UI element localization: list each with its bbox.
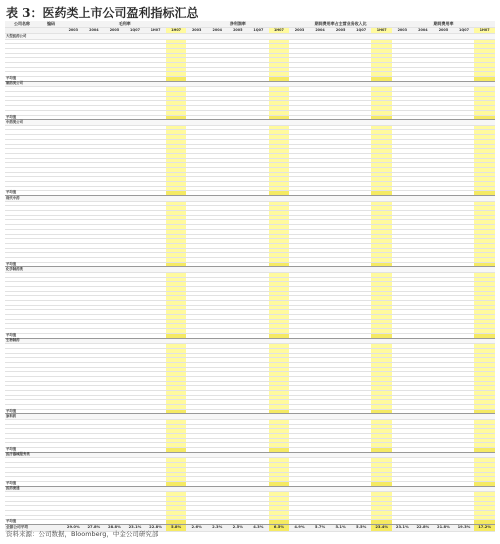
total-value: 22.8% [413,524,434,531]
total-value: 22.8% [145,524,166,531]
page-title: 表 3：医药类上市公司盈利指标汇总 [6,6,199,20]
total-value: 5.8% [166,524,187,531]
table-body [5,34,495,532]
sector-label: 生物制药 [5,338,495,344]
header-year: 2005 [104,28,125,34]
total-value: 2.6% [186,524,207,531]
total-value: 23.1% [125,524,146,531]
sector-label: 中药类公司 [5,120,495,126]
total-value: 21.8% [433,524,454,531]
header-year: 2005 [330,28,351,34]
total-label: 全部公司平均 [5,524,63,531]
average-cell: 平均值 [5,115,39,120]
header-year: 1H07 [166,28,187,34]
sector-label: 原料药 [5,414,495,420]
header-year: 1H07 [371,28,392,34]
total-value: 5.1% [330,524,351,531]
total-value: 29.0% [63,524,84,531]
total-value: 17.2% [474,524,495,531]
sector-label: 化学制药类 [5,267,495,273]
header-year: 1Q07 [125,28,146,34]
header-group-gross: 毛利率 [63,21,186,28]
total-value: 6.5% [269,524,290,531]
average-cell: 平均值 [5,77,39,82]
total-value: 2.5% [228,524,249,531]
total-value: 19.3% [454,524,475,531]
header-year: 2005 [228,28,249,34]
header-year: 2004 [207,28,228,34]
header-year: 1H07 [474,28,495,34]
header-year: 2003 [392,28,413,34]
sector-label: 医疗器械服务类 [5,452,495,458]
header-group-net: 净利润率 [186,21,289,28]
header-year: 1Q07 [248,28,269,34]
total-value: 5.5% [351,524,372,531]
header-year: 2003 [289,28,310,34]
header-year: 2005 [433,28,454,34]
sector-label: 现代中药 [5,196,495,202]
header-year: 2004 [84,28,105,34]
header-year: 2003 [63,28,84,34]
average-cell: 平均值 [5,409,39,414]
header-year: 1H07 [145,28,166,34]
header-year: 1Q07 [351,28,372,34]
total-value: 5.7% [310,524,331,531]
header-group-expense: 期间费用率 [392,21,495,28]
average-cell: 平均值 [5,448,39,453]
average-cell: 平均值 [5,333,39,338]
average-cell: 平均值 [5,262,39,267]
header-year: 2004 [413,28,434,34]
total-value: 28.8% [104,524,125,531]
average-cell: 平均值 [5,191,39,196]
profit-indicators-table [5,21,495,532]
sector-label: 医药流通 [5,486,495,492]
total-value: 4.9% [289,524,310,531]
total-value: 2.3% [207,524,228,531]
header-year: 1Q07 [454,28,475,34]
header-year: 1H07 [269,28,290,34]
total-value: 27.8% [84,524,105,531]
average-cell: 平均值 [5,481,39,486]
sector-label: 大型医药公司 [5,34,495,40]
total-value: 23.4% [371,524,392,531]
total-value: 4.3% [248,524,269,531]
profit-indicators-table-wrap [5,21,495,530]
source-note: 资料来源：公司数据，Bloomberg，中金公司研究部 [6,530,159,538]
header-year: 2004 [310,28,331,34]
header-year: 2003 [186,28,207,34]
header-code: 编码 [39,21,63,28]
header-company: 公司名称 [5,21,39,28]
header-group-expense-share: 期间费用率占主营业务收入比 [289,21,392,28]
sector-label: 制药类公司 [5,81,495,87]
total-value: 23.1% [392,524,413,531]
average-cell: 平均值 [5,520,39,525]
